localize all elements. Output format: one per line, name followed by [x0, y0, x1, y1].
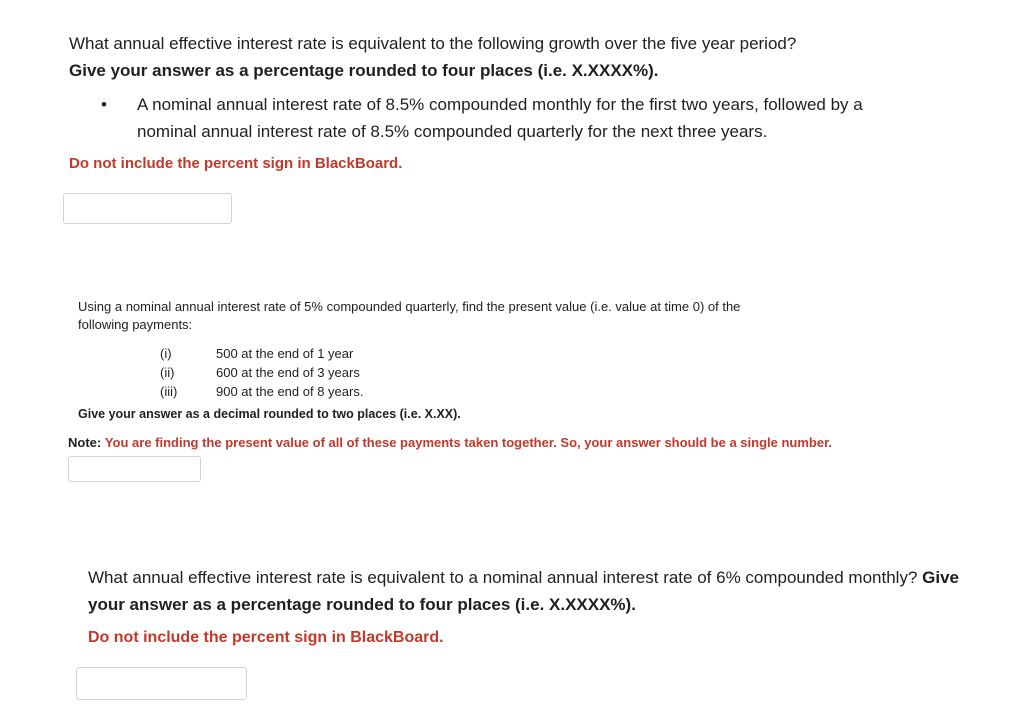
question-1-prompt: What annual effective interest rate is equivalent to the following growth over the five year period? — [69, 34, 797, 53]
list-item — [160, 382, 978, 401]
question-3 — [88, 564, 988, 700]
question-2-note — [68, 435, 978, 450]
list-item-text: 900 at the end of 8 years. — [216, 384, 364, 399]
question-3-warning: Do not include the percent sign in BlackBoard. — [88, 629, 444, 646]
question-2-prompt: Using a nominal annual interest rate of 5% compounded quarterly, find the present value (i.e. value at time 0) of the following payments: — [78, 299, 741, 332]
list-item — [160, 363, 978, 382]
question-2 — [68, 298, 978, 482]
payment-list — [160, 344, 978, 401]
bullet-icon: • — [101, 95, 107, 114]
question-3-instruction: Give your answer as a percentage rounded to four places (i.e. X.XXXX%). — [88, 568, 959, 614]
question-1 — [69, 30, 969, 224]
question-2-answer-input[interactable] — [68, 456, 201, 482]
question-1-bullet-text: A nominal annual interest rate of 8.5% compounded monthly for the first two years, followed by a nominal annual interest rate of 8.5% compounded quarterly for the next three years. — [137, 95, 863, 141]
list-item-number: (iii) — [160, 384, 178, 399]
question-1-answer-input[interactable] — [63, 193, 232, 224]
question-3-prompt-text: What annual effective interest rate is equivalent to a nominal annual interest rate of 6% compounded monthly? — [88, 568, 918, 587]
question-3-answer-input[interactable] — [76, 667, 247, 700]
list-item-number: (ii) — [160, 365, 175, 380]
list-item-number: (i) — [160, 346, 172, 361]
question-1-warning: Do not include the percent sign in BlackBoard. — [69, 155, 403, 172]
question-1-instruction: Give your answer as a percentage rounded to four places (i.e. X.XXXX%). — [69, 61, 659, 80]
list-item — [160, 344, 978, 363]
question-1-bullet — [101, 91, 969, 145]
note-text: You are finding the present value of all of these payments taken together. So, your answer should be a single number. — [104, 435, 833, 450]
list-item-text: 600 at the end of 3 years — [216, 365, 360, 380]
question-2-instruction: Give your answer as a decimal rounded to two places (i.e. X.XX). — [78, 407, 461, 421]
question-3-prompt — [88, 564, 988, 618]
list-item-text: 500 at the end of 1 year — [216, 346, 354, 361]
note-label: Note: — [68, 435, 102, 450]
